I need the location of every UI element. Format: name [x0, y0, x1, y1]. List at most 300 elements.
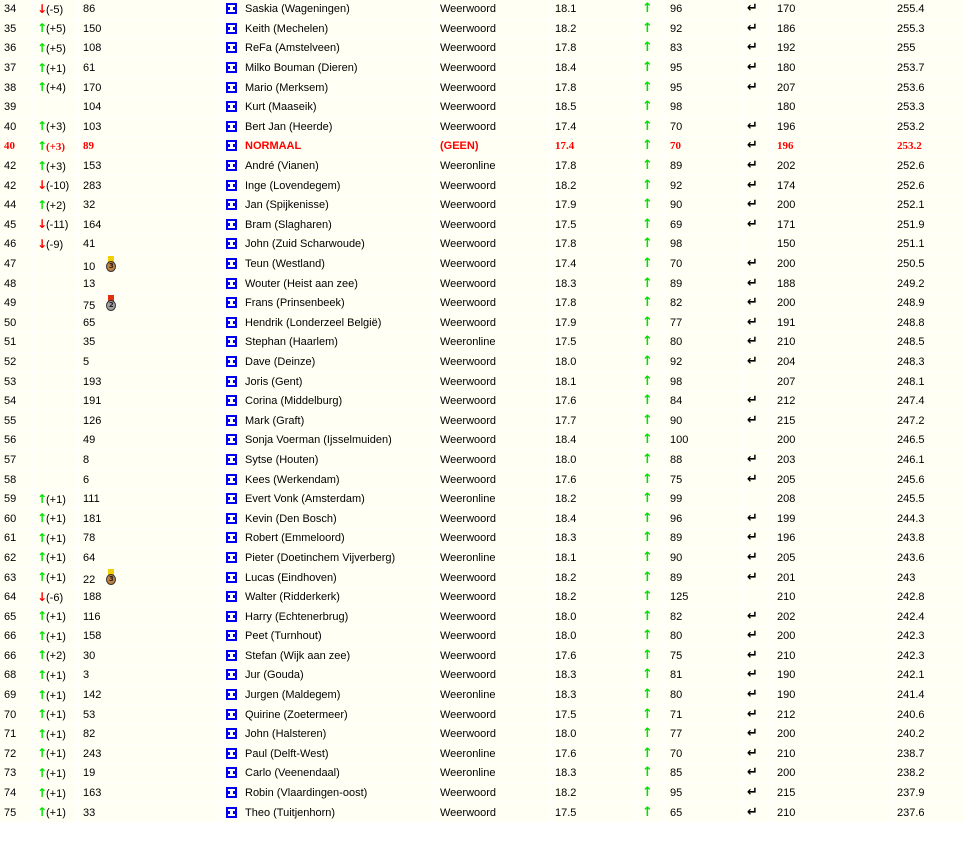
rank-cell: 74 [0, 784, 31, 803]
trend-cell [638, 745, 664, 764]
name-cell[interactable] [222, 20, 434, 39]
source-name: Weeronline [440, 747, 496, 760]
return-cell [743, 529, 771, 548]
participant-name[interactable]: Kevin (Den Bosch) [245, 512, 337, 525]
change-cell [33, 333, 77, 352]
number-cell [79, 411, 220, 430]
source-name: Weerwoord [440, 22, 497, 35]
score-cell: 253.7 [893, 59, 964, 78]
participant-name[interactable]: Jan (Spijkenisse) [245, 199, 329, 212]
flag-icon [226, 807, 237, 818]
score-cell: 242.4 [893, 607, 964, 626]
source-cell [436, 549, 549, 568]
green-arrow-up-icon: ↑ [642, 706, 653, 722]
change-cell [33, 98, 77, 117]
flag-icon [226, 199, 237, 210]
participant-name[interactable]: Paul (Delft-West) [245, 747, 329, 760]
score-cell: 242.3 [893, 647, 964, 666]
table-row [0, 372, 964, 391]
return-cell [743, 372, 771, 391]
participant-name[interactable]: Teun (Westland) [245, 258, 325, 271]
return-cell [743, 20, 771, 39]
score-cell: 243 [893, 568, 964, 587]
table-row [0, 255, 964, 274]
name-cell[interactable] [222, 509, 434, 528]
value2-cell: 200 [773, 431, 891, 450]
source-name: Weeronline [440, 689, 496, 702]
rank-cell: 49 [0, 294, 31, 313]
temperature-cell: 18.0 [551, 725, 636, 744]
value1-cell: 125 [666, 588, 741, 607]
participant-name[interactable]: Dave (Deinze) [245, 355, 316, 368]
rank-change: (+1) [46, 787, 66, 800]
source-cell [436, 607, 549, 626]
name-cell[interactable] [222, 353, 434, 372]
participant-name[interactable]: NORMAAL [245, 140, 302, 153]
participant-name[interactable]: John (Halsteren) [245, 728, 327, 741]
number-cell [79, 392, 220, 411]
temperature-cell: 17.8 [551, 294, 636, 313]
number-cell [79, 353, 220, 372]
name-cell[interactable] [222, 529, 434, 548]
green-arrow-up-icon: ↑ [642, 765, 653, 781]
number-cell [79, 78, 220, 97]
temperature-cell: 18.0 [551, 627, 636, 646]
flag-icon [226, 767, 237, 778]
participant-name[interactable]: Harry (Echtenerbrug) [245, 610, 349, 623]
entry-number: 103 [83, 120, 102, 133]
change-cell [33, 490, 77, 509]
entry-number: 35 [83, 336, 96, 349]
trend-cell [638, 176, 664, 195]
value2-cell: 196 [773, 529, 891, 548]
arrow-up-icon: ↑ [37, 765, 48, 780]
value2-cell: 200 [773, 294, 891, 313]
participant-name[interactable]: Inge (Lovendegem) [245, 179, 341, 192]
name-cell[interactable] [222, 549, 434, 568]
source-name: Weerwoord [440, 42, 497, 55]
number-cell [79, 686, 220, 705]
score-cell: 251.9 [893, 216, 964, 235]
participant-name[interactable]: Jurgen (Maldegem) [245, 689, 341, 702]
participant-name[interactable]: Bert Jan (Heerde) [245, 120, 333, 133]
trend-cell [638, 568, 664, 587]
name-cell[interactable] [222, 372, 434, 391]
change-cell [33, 509, 77, 528]
name-cell[interactable] [222, 764, 434, 783]
participant-name[interactable]: Sonja Voerman (Ijsselmuiden) [245, 434, 392, 447]
return-arrow-icon: ↵ [747, 177, 758, 193]
name-cell[interactable] [222, 411, 434, 430]
name-cell[interactable] [222, 314, 434, 333]
source-cell [436, 627, 549, 646]
temperature-cell: 18.4 [551, 509, 636, 528]
value2-cell: 188 [773, 274, 891, 293]
value1-cell: 95 [666, 78, 741, 97]
return-arrow-icon: ↵ [747, 79, 758, 95]
source-name: Weerwoord [440, 473, 497, 486]
bronze-medal-icon [105, 569, 117, 586]
source-name: Weerwoord [440, 62, 497, 75]
name-cell[interactable] [222, 157, 434, 176]
trend-cell [638, 39, 664, 58]
participant-name[interactable]: Sytse (Houten) [245, 453, 319, 466]
source-cell [436, 274, 549, 293]
rank-cell: 39 [0, 98, 31, 117]
participant-name[interactable]: Wouter (Heist aan zee) [245, 277, 358, 290]
participant-name[interactable]: Stephan (Haarlem) [245, 336, 338, 349]
temperature-cell: 18.0 [551, 607, 636, 626]
flag-icon [226, 787, 237, 798]
participant-name[interactable]: Mario (Merksem) [245, 81, 329, 94]
name-cell[interactable] [222, 196, 434, 215]
return-arrow-icon: ↵ [747, 314, 758, 330]
rank-change: (+3) [46, 160, 66, 173]
table-row [0, 294, 964, 313]
name-cell[interactable] [222, 725, 434, 744]
temperature-cell: 18.2 [551, 568, 636, 587]
score-cell: 242.8 [893, 588, 964, 607]
participant-name[interactable]: Milko Bouman (Dieren) [245, 62, 358, 75]
name-cell[interactable] [222, 568, 434, 587]
participant-name[interactable]: Saskia (Wageningen) [245, 3, 350, 16]
number-cell [79, 372, 220, 391]
name-cell[interactable] [222, 784, 434, 803]
rank-cell: 54 [0, 392, 31, 411]
value1-cell: 98 [666, 235, 741, 254]
rank-change: (+1) [46, 748, 66, 761]
value2-cell: 196 [773, 137, 891, 156]
table-row [0, 431, 964, 450]
source-cell [436, 20, 549, 39]
participant-name[interactable]: Kurt (Maaseik) [245, 101, 317, 114]
name-cell[interactable] [222, 118, 434, 137]
name-cell[interactable] [222, 98, 434, 117]
name-cell[interactable] [222, 274, 434, 293]
source-cell [436, 568, 549, 587]
table-row [0, 392, 964, 411]
table-row [0, 607, 964, 626]
number-cell [79, 98, 220, 117]
arrow-up-icon: ↑ [37, 707, 48, 722]
number-cell [79, 803, 220, 822]
number-cell [79, 196, 220, 215]
temperature-cell: 17.6 [551, 392, 636, 411]
entry-number: 89 [83, 140, 94, 153]
name-cell[interactable] [222, 59, 434, 78]
value2-cell: 190 [773, 686, 891, 705]
trend-cell [638, 666, 664, 685]
return-arrow-icon: ↵ [747, 20, 758, 36]
value2-cell: 200 [773, 725, 891, 744]
source-name: Weerwoord [440, 101, 497, 114]
number-cell [79, 745, 220, 764]
return-arrow-icon: ↵ [747, 295, 758, 311]
return-cell [743, 0, 771, 19]
participant-name[interactable]: Evert Vonk (Amsterdam) [245, 493, 365, 506]
rank-change: (+5) [46, 23, 66, 36]
source-name: Weerwoord [440, 277, 497, 290]
entry-number: 82 [83, 728, 96, 741]
rank-cell: 58 [0, 470, 31, 489]
participant-name[interactable]: Keith (Mechelen) [245, 22, 329, 35]
entry-number: 10 [83, 260, 96, 273]
flag-icon [226, 630, 237, 641]
source-cell [436, 294, 549, 313]
participant-name[interactable]: Jur (Gouda) [245, 669, 304, 682]
source-name: Weerwoord [440, 375, 497, 388]
return-cell [743, 333, 771, 352]
name-cell[interactable] [222, 451, 434, 470]
value2-cell: 190 [773, 666, 891, 685]
rank-cell: 38 [0, 78, 31, 97]
participant-name[interactable]: Theo (Tuitjenhorn) [245, 806, 336, 819]
source-cell [436, 353, 549, 372]
trend-cell [638, 59, 664, 78]
participant-name[interactable]: Frans (Prinsenbeek) [245, 297, 345, 310]
name-cell[interactable] [222, 627, 434, 646]
number-cell [79, 39, 220, 58]
green-arrow-up-icon: ↑ [642, 471, 653, 487]
source-name: Weeronline [440, 767, 496, 780]
participant-name[interactable]: John (Zuid Scharwoude) [245, 238, 365, 251]
return-cell [743, 784, 771, 803]
participant-name[interactable]: Robin (Vlaardingen-oost) [245, 787, 368, 800]
green-arrow-up-icon: ↑ [642, 1, 653, 17]
entry-number: 78 [83, 532, 96, 545]
table-row [0, 118, 964, 137]
return-arrow-icon: ↵ [747, 549, 758, 565]
participant-name[interactable]: Quirine (Zoetermeer) [245, 708, 348, 721]
return-cell [743, 59, 771, 78]
number-cell [79, 157, 220, 176]
rank-cell: 51 [0, 333, 31, 352]
source-name: Weerwoord [440, 630, 497, 643]
value1-cell: 98 [666, 372, 741, 391]
table-row [0, 568, 964, 587]
medal-label: 2 [106, 300, 116, 311]
participant-name[interactable]: Walter (Ridderkerk) [245, 591, 340, 604]
value2-cell: 192 [773, 39, 891, 58]
table-row [0, 196, 964, 215]
score-cell: 244.3 [893, 509, 964, 528]
name-cell[interactable] [222, 686, 434, 705]
rank-change: (+1) [46, 62, 66, 75]
arrow-up-icon: ↑ [37, 648, 48, 663]
return-arrow-icon: ↵ [747, 334, 758, 350]
name-cell[interactable] [222, 588, 434, 607]
number-cell [79, 627, 220, 646]
temperature-cell: 18.2 [551, 20, 636, 39]
arrow-up-icon: ↑ [37, 687, 48, 702]
return-cell [743, 607, 771, 626]
change-cell [33, 294, 77, 313]
source-cell [436, 196, 549, 215]
participant-name[interactable]: Mark (Graft) [245, 414, 305, 427]
value1-cell: 71 [666, 705, 741, 724]
return-arrow-icon: ↵ [747, 256, 758, 272]
rank-cell: 75 [0, 803, 31, 822]
source-cell [436, 157, 549, 176]
flag-icon [226, 376, 237, 387]
table-row [0, 78, 964, 97]
flag-icon [226, 3, 237, 14]
participant-name[interactable]: André (Vianen) [245, 160, 319, 173]
temperature-cell: 17.4 [551, 137, 636, 156]
value1-cell: 90 [666, 549, 741, 568]
name-cell[interactable] [222, 803, 434, 822]
participant-name[interactable]: Hendrik (Londerzeel België) [245, 316, 382, 329]
temperature-cell: 17.4 [551, 255, 636, 274]
name-cell[interactable] [222, 647, 434, 666]
return-arrow-icon: ↵ [747, 197, 758, 213]
green-arrow-up-icon: ↑ [642, 412, 653, 428]
return-arrow-icon: ↵ [747, 667, 758, 683]
value2-cell: 180 [773, 59, 891, 78]
participant-name[interactable]: Bram (Slagharen) [245, 218, 332, 231]
source-cell [436, 235, 549, 254]
name-cell[interactable] [222, 176, 434, 195]
arrow-up-icon: ↑ [37, 138, 48, 153]
trend-cell [638, 353, 664, 372]
score-cell: 248.5 [893, 333, 964, 352]
table-row [0, 451, 964, 470]
trend-cell [638, 255, 664, 274]
return-cell [743, 549, 771, 568]
number-cell [79, 0, 220, 19]
name-cell[interactable] [222, 333, 434, 352]
entry-number: 19 [83, 767, 96, 780]
return-cell [743, 764, 771, 783]
name-cell[interactable] [222, 490, 434, 509]
flag-icon [226, 591, 237, 602]
source-cell [436, 216, 549, 235]
name-cell[interactable] [222, 137, 434, 156]
return-cell [743, 353, 771, 372]
change-cell [33, 255, 77, 274]
return-arrow-icon: ↵ [747, 745, 758, 761]
arrow-down-icon: ↓ [37, 236, 48, 251]
name-cell[interactable] [222, 255, 434, 274]
green-arrow-up-icon: ↑ [642, 373, 653, 389]
value2-cell: 196 [773, 118, 891, 137]
value2-cell: 200 [773, 196, 891, 215]
source-name: Weerwoord [440, 81, 497, 94]
name-cell[interactable] [222, 0, 434, 19]
rank-cell: 64 [0, 588, 31, 607]
score-cell: 241.4 [893, 686, 964, 705]
value2-cell: 150 [773, 235, 891, 254]
value2-cell: 215 [773, 411, 891, 430]
trend-cell [638, 294, 664, 313]
name-cell[interactable] [222, 392, 434, 411]
participant-name[interactable]: Robert (Emmeloord) [245, 532, 345, 545]
temperature-cell: 17.6 [551, 470, 636, 489]
rank-cell: 63 [0, 568, 31, 587]
arrow-up-icon: ↑ [37, 40, 48, 55]
source-name: Weerwoord [440, 179, 497, 192]
name-cell[interactable] [222, 745, 434, 764]
arrow-up-icon: ↑ [37, 530, 48, 545]
source-name: Weerwoord [440, 355, 497, 368]
name-cell[interactable] [222, 39, 434, 58]
score-cell: 243.8 [893, 529, 964, 548]
green-arrow-up-icon: ↑ [642, 79, 653, 95]
participant-name[interactable]: Peet (Turnhout) [245, 630, 322, 643]
table-row [0, 666, 964, 685]
flag-icon [226, 317, 237, 328]
name-cell[interactable] [222, 78, 434, 97]
arrow-down-icon: ↓ [37, 589, 48, 604]
number-cell [79, 451, 220, 470]
green-arrow-up-icon: ↑ [642, 491, 653, 507]
green-arrow-up-icon: ↑ [642, 687, 653, 703]
source-name: Weeronline [440, 551, 496, 564]
source-name: Weeronline [440, 493, 496, 506]
name-cell[interactable] [222, 470, 434, 489]
trend-cell [638, 137, 664, 156]
source-name: Weerwoord [440, 649, 497, 662]
number-cell [79, 235, 220, 254]
name-cell[interactable] [222, 235, 434, 254]
green-arrow-up-icon: ↑ [642, 647, 653, 663]
number-cell [79, 333, 220, 352]
green-arrow-up-icon: ↑ [642, 177, 653, 193]
number-cell [79, 568, 220, 587]
name-cell[interactable] [222, 705, 434, 724]
name-cell[interactable] [222, 431, 434, 450]
rank-cell: 60 [0, 509, 31, 528]
source-cell [436, 647, 549, 666]
name-cell[interactable] [222, 216, 434, 235]
table-row [0, 745, 964, 764]
return-cell [743, 470, 771, 489]
source-cell [436, 588, 549, 607]
value1-cell: 80 [666, 627, 741, 646]
flag-icon [226, 572, 237, 583]
trend-cell [638, 490, 664, 509]
participant-name[interactable]: Stefan (Wijk aan zee) [245, 649, 351, 662]
return-arrow-icon: ↵ [747, 451, 758, 467]
name-cell[interactable] [222, 666, 434, 685]
flag-icon [226, 709, 237, 720]
source-cell [436, 745, 549, 764]
entry-number: 193 [83, 375, 102, 388]
participant-name[interactable]: Lucas (Eindhoven) [245, 571, 337, 584]
return-arrow-icon: ↵ [747, 138, 758, 154]
rank-change: (-10) [46, 180, 70, 193]
source-cell [436, 176, 549, 195]
participant-name[interactable]: Carlo (Veenendaal) [245, 767, 340, 780]
name-cell[interactable] [222, 607, 434, 626]
participant-name[interactable]: ReFa (Amstelveen) [245, 42, 340, 55]
rank-cell: 34 [0, 0, 31, 19]
source-name: Weeronline [440, 336, 496, 349]
participant-name[interactable]: Pieter (Doetinchem Vijverberg) [245, 551, 396, 564]
green-arrow-up-icon: ↑ [642, 236, 653, 252]
participant-name[interactable]: Corina (Middelburg) [245, 395, 343, 408]
participant-name[interactable]: Kees (Werkendam) [245, 473, 340, 486]
score-cell: 255 [893, 39, 964, 58]
trend-cell [638, 607, 664, 626]
rank-change: (+1) [46, 728, 66, 741]
participant-name[interactable]: Joris (Gent) [245, 375, 303, 388]
rank-cell: 62 [0, 549, 31, 568]
temperature-cell: 18.2 [551, 176, 636, 195]
rank-cell: 56 [0, 431, 31, 450]
green-arrow-up-icon: ↑ [642, 295, 653, 311]
name-cell[interactable] [222, 294, 434, 313]
